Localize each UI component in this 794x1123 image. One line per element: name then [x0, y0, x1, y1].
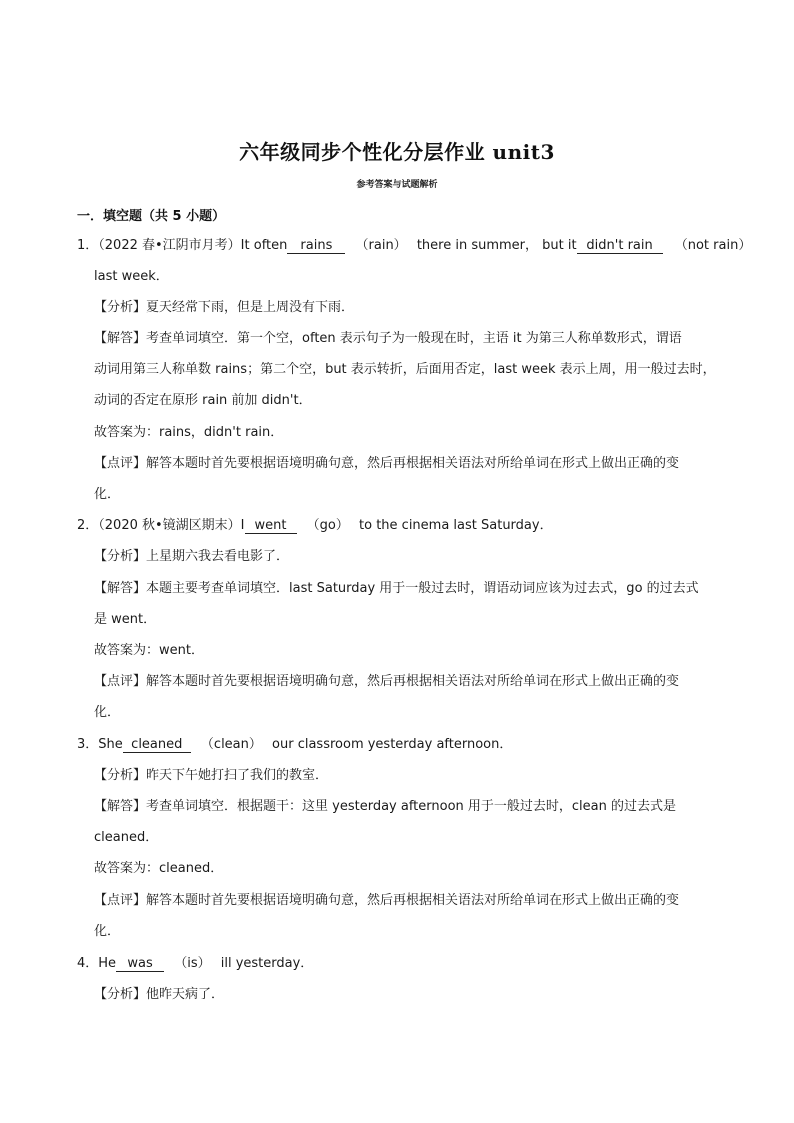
comment-text: 化．	[94, 487, 121, 502]
solution-text: 是 went．	[94, 612, 157, 627]
answer-blank: went	[245, 519, 297, 534]
page-title: 六年级同步个性化分层作业 unit3	[239, 140, 555, 164]
final-answer: 故答案为：went．	[94, 643, 204, 658]
section-heading: 一．填空题（共 5 小题）	[77, 209, 226, 224]
solution-text: 动词的否定在原形 rain 前加 didn't．	[94, 393, 312, 408]
question-4	[77, 955, 313, 973]
word-hint: （is）	[174, 956, 211, 971]
solution-text: 考查单词填空．第一个空，often 表示句子为一般现在时，主语 it 为第三人称单数形式，谓语	[146, 331, 682, 346]
analysis-label: 【分析】	[94, 987, 147, 1002]
comment-text: 化．	[94, 705, 121, 720]
analysis-line	[94, 548, 289, 566]
question-number: 4．	[77, 956, 99, 971]
word-hint: （rain）	[355, 238, 407, 253]
page-subtitle: 参考答案与试题解析	[356, 180, 438, 190]
question-1	[77, 237, 751, 255]
question-text: our classroom yesterday afternoon．	[272, 737, 513, 752]
solution-line	[94, 330, 682, 348]
analysis-text: 他昨天病了．	[146, 987, 225, 1002]
analysis-label: 【分析】	[94, 549, 147, 564]
question-text: He	[98, 956, 117, 971]
comment-text: 解答本题时首先要根据语境明确句意，然后再根据相关语法对所给单词在形式上做出正确的变	[146, 893, 680, 908]
question-text: She	[98, 737, 123, 752]
solution-line	[94, 580, 699, 598]
solution-label: 【解答】	[94, 331, 147, 346]
final-answer: 故答案为：cleaned．	[94, 861, 224, 876]
question-2	[77, 517, 553, 535]
word-hint: （go）	[306, 518, 349, 533]
word-hint: （clean）	[200, 737, 262, 752]
analysis-label: 【分析】	[94, 300, 147, 315]
solution-line	[94, 798, 676, 816]
comment-line	[94, 673, 679, 691]
comment-label: 【点评】	[94, 674, 147, 689]
analysis-text: 上星期六我去看电影了．	[146, 549, 290, 564]
solution-text: cleaned．	[94, 830, 159, 845]
question-number: 3．	[77, 737, 99, 752]
question-text-continued: last week．	[94, 269, 169, 284]
analysis-label: 【分析】	[94, 768, 147, 783]
question-number: 1．	[77, 238, 99, 253]
analysis-line	[94, 986, 224, 1004]
solution-text: 考查单词填空．根据题干：这里 yesterday afternoon 用于一般过去时，clean 的过去式是	[146, 799, 677, 814]
answer-blank: was	[116, 957, 164, 972]
question-number: 2．	[77, 518, 99, 533]
word-hint: （not rain）	[674, 238, 752, 253]
comment-text: 化．	[94, 924, 121, 939]
answer-blank: rains	[287, 239, 345, 254]
comment-text: 解答本题时首先要根据语境明确句意，然后再根据相关语法对所给单词在形式上做出正确的变	[146, 456, 680, 471]
solution-label: 【解答】	[94, 799, 147, 814]
final-answer: 故答案为：rains，didn't rain．	[94, 425, 284, 440]
analysis-text: 夏天经常下雨，但是上周没有下雨．	[146, 300, 355, 315]
comment-text: 解答本题时首先要根据语境明确句意，然后再根据相关语法对所给单词在形式上做出正确的变	[146, 674, 680, 689]
question-text: to the cinema last Saturday．	[359, 518, 553, 533]
analysis-line	[94, 299, 354, 317]
analysis-text: 昨天下午她打扫了我们的教室．	[146, 768, 329, 783]
question-source: （2022 春•江阴市月考）	[98, 238, 241, 253]
question-3	[77, 736, 512, 754]
solution-text: 动词用第三人称单数 rains；第二个空，but 表示转折，后面用否定，last week 表示上周，用一般过去时，	[94, 362, 716, 377]
solution-label: 【解答】	[94, 581, 147, 596]
comment-line	[94, 455, 679, 473]
question-text: there in summer， but it	[416, 238, 577, 253]
question-source: （2020 秋•镜湖区期末）	[98, 518, 241, 533]
comment-label: 【点评】	[94, 893, 147, 908]
answer-blank: cleaned	[123, 738, 191, 753]
comment-label: 【点评】	[94, 456, 147, 471]
question-text: It often	[240, 238, 288, 253]
comment-line	[94, 892, 679, 910]
question-text: ill yesterday．	[220, 956, 314, 971]
solution-text: 本题主要考查单词填空．last Saturday 用于一般过去时，谓语动词应该为过去式，go 的过去式	[146, 581, 699, 596]
answer-blank: didn't rain	[577, 239, 663, 254]
analysis-line	[94, 767, 328, 785]
question-text: I	[240, 518, 245, 533]
